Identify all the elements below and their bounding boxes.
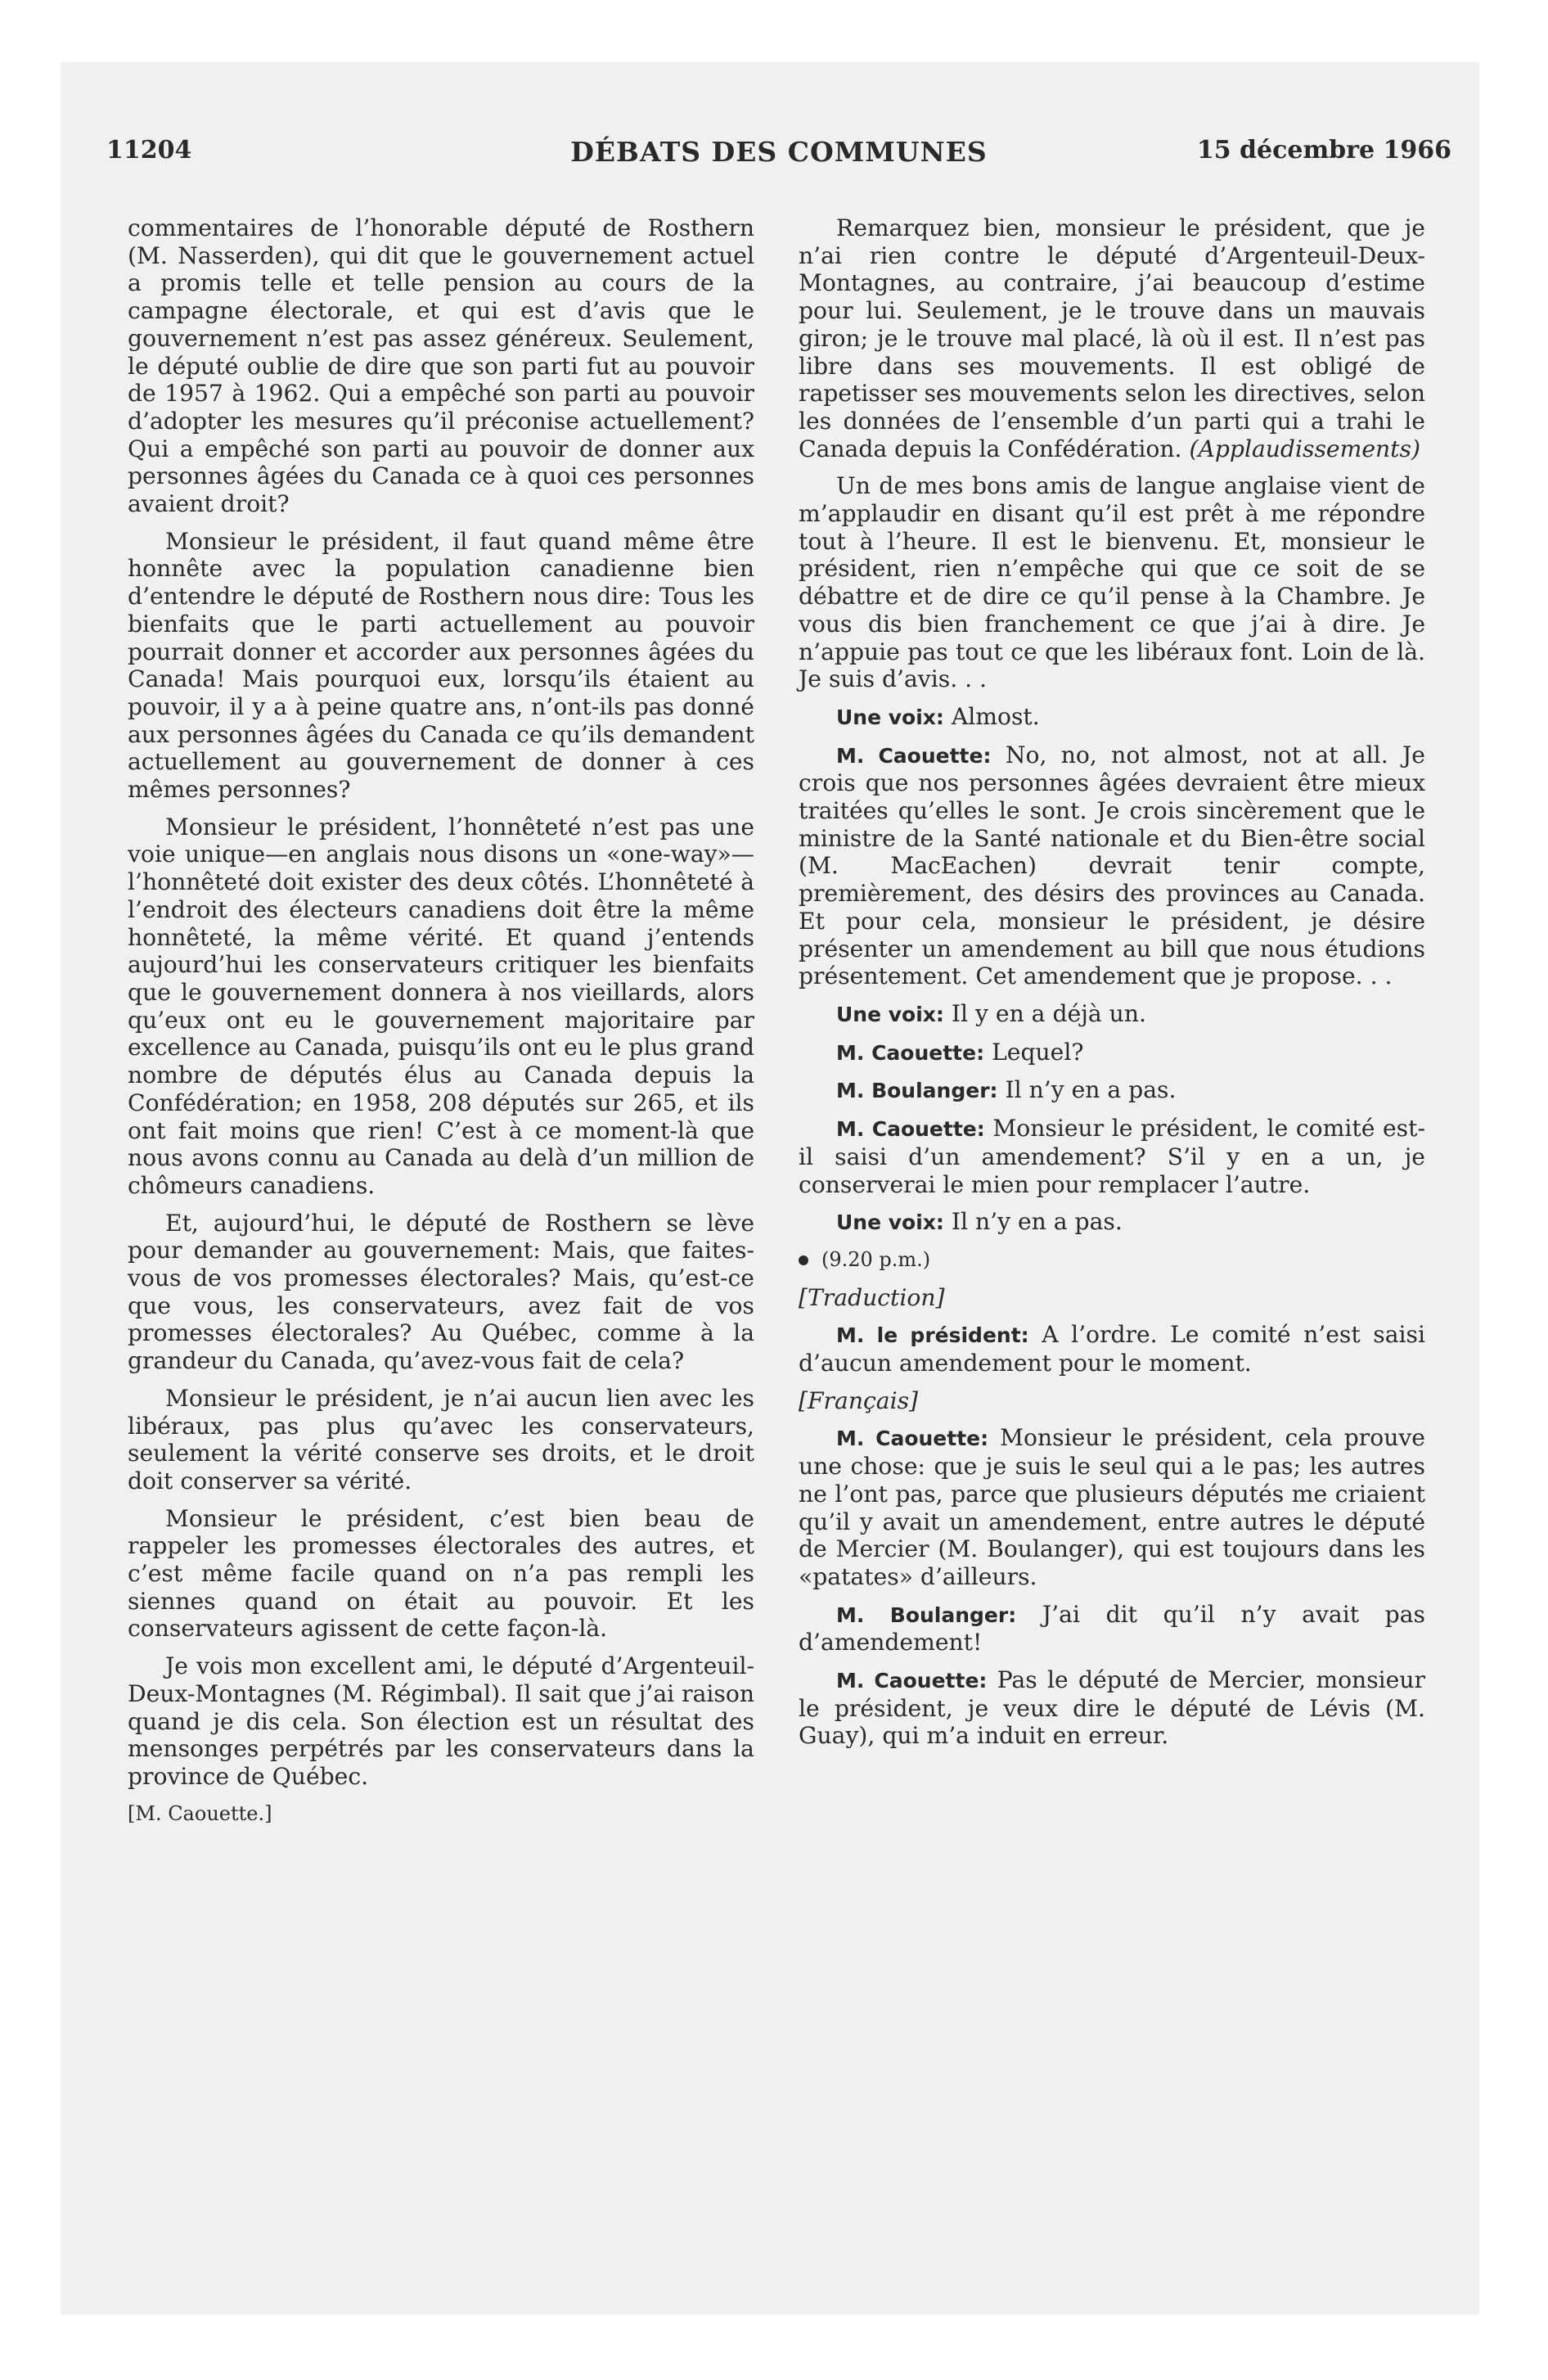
paragraph: Je vois mon excellent ami, le député d’Argenteuil-Deux-Montagnes (M. Régimbal). Il sait que j’ai raison quand je dis cela. Son élection est un résultat des mensonges perpétrés par les conservateurs dans la province de Québec.: [128, 1652, 754, 1790]
language-tag: [Traduction]: [799, 1283, 945, 1311]
speaker-name: Une voix:: [836, 1002, 944, 1026]
page-number: 11204: [106, 136, 192, 165]
paragraph: Monsieur le président, c’est bien beau de rappeler les promesses électorales des autres, et c’est même facile quand on n’a pas rempli les siennes quand on était au pouvoir. Et les conservateurs agissent de cette façon-là.: [128, 1504, 754, 1643]
speech: [799, 1115, 1425, 1198]
paragraph: Monsieur le président, je n’ai aucun lien avec les libéraux, pas plus qu’avec les conservateurs, seulement la vérité conserve ses droits, et le droit doit conserver sa vérité.: [128, 1384, 754, 1494]
page-date: 15 décembre 1966: [1196, 136, 1451, 165]
left-column: [128, 214, 754, 1837]
speech: [799, 1000, 1425, 1029]
speaker-name: M. Caouette:: [836, 743, 992, 768]
speech: [799, 1424, 1425, 1590]
speech: [799, 1208, 1425, 1237]
speech-text: J’ai dit qu’il n’y avait pas d’amendement!: [799, 1600, 1425, 1657]
language-tag: [Français]: [799, 1386, 919, 1414]
speech: [799, 703, 1425, 732]
page-header: [106, 136, 1451, 185]
applause-note: (Applaudissements): [1189, 435, 1420, 462]
speech-text: Almost.: [951, 702, 1040, 730]
speaker-name: M. Boulanger:: [836, 1602, 1017, 1627]
time-marker: [799, 1246, 1425, 1274]
time-text: (9.20 p.m.): [821, 1247, 931, 1271]
paragraph: [799, 214, 1425, 462]
speech-text: Pas le député de Mercier, monsieur le président, je veux dire le député de Lévis (M. Guay), qui m’a induit en erreur.: [799, 1666, 1425, 1750]
speaker-name: M. Caouette:: [836, 1040, 985, 1065]
speaker-name: M. Caouette:: [836, 1117, 985, 1142]
speech: [799, 1076, 1425, 1105]
page-title: DÉBATS DES COMMUNES: [570, 136, 988, 168]
speech-text: Il n’y en a pas.: [951, 1208, 1123, 1236]
speech-text: Monsieur le président, le comité est-il saisi d’un amendement? S’il y en a un, je conserverai le mien pour remplacer l’autre.: [799, 1115, 1425, 1198]
paragraph: Monsieur le président, il faut quand même être honnête avec la population canadienne bien d’entendre le député de Rosthern nous dire: Tous les bienfaits que le parti actuellement au pouvoir pourrait donner et accorder aux personnes âgées du Canada! Mais pourquoi eux, lorsqu’ils étaient au pouvoir, il y a à peine quatre ans, n’ont-ils pas donné aux personnes âgées du Canada ce qu’ils demandent actuellement au gouvernement de donner à ces mêmes personnes?: [128, 527, 754, 804]
speaker-name: M. Boulanger:: [836, 1079, 998, 1103]
paragraph: Un de mes bons amis de langue anglaise vient de m’applaudir en disant qu’il est prêt à me répondre tout à l’heure. Il est le bienvenu. Et, monsieur le président, rien n’empêche qui que ce soit de se débattre et de dire ce qu’il pense à la Chambre. Je vous dis bien franchement ce que j’ai à dire. Je n’appuie pas tout ce que les libéraux font. Loin de là. Je suis d’avis. . .: [799, 472, 1425, 693]
speaker-signature: [M. Caouette.]: [128, 1801, 272, 1825]
speech-text: Il y en a déjà un.: [951, 999, 1146, 1027]
speech-text: Monsieur le président, cela prouve une chose: que je suis le seul qui a le pas; les autres ne l’ont pas, parce que plusieurs députés me criaient qu’il y avait un amendement, entre autres le député de Mercier (M. Boulanger), qui est toujours dans les «patates» d’ailleurs.: [799, 1424, 1425, 1590]
speech: [799, 741, 1425, 990]
speech: [799, 1601, 1425, 1657]
right-column: [799, 214, 1425, 1760]
bullet-icon: [799, 1255, 808, 1265]
speech: [799, 1039, 1425, 1067]
paragraph-text: Remarquez bien, monsieur le président, que je n’ai rien contre le député d’Argenteuil-Deux-Montagnes, au contraire, j’ai beaucoup d’estime pour lui. Seulement, je le trouve dans un mauvais giron; je le trouve mal placé, là où il est. Il n’est pas libre dans ses mouvements. Il est obligé de rapetisser ses mouvements selon les directives, selon les données de l’ensemble d’un parti qui a trahi le Canada depuis la Confédération.: [799, 214, 1425, 462]
speech-text: A l’ordre. Le comité n’est saisi d’aucun amendement pour le moment.: [799, 1321, 1425, 1377]
paragraph: commentaires de l’honorable député de Rosthern (M. Nasserden), qui dit que le gouvernement actuel a promis telle et telle pension au cours de la campagne électorale, et qui est d’avis que le gouvernement n’est pas assez généreux. Seulement, le député oublie de dire que son parti fut au pouvoir de 1957 à 1962. Qui a empêché son parti au pouvoir d’adopter les mesures qu’il préconise actuellement? Qui a empêché son parti au pouvoir de donner aux personnes âgées du Canada ce à quoi ces personnes avaient droit?: [128, 214, 754, 518]
paragraph: Et, aujourd’hui, le député de Rosthern se lève pour demander au gouvernement: Mais, que faites-vous de vos promesses électorales? Mais, qu’est-ce que vous, les conservateurs, avez fait de vos promesses électorales? Au Québec, comme à la grandeur du Canada, qu’avez-vous fait de cela?: [128, 1209, 754, 1375]
speaker-name: Une voix:: [836, 1210, 944, 1235]
speaker-name: Une voix:: [836, 705, 944, 729]
speaker-name: M. le président:: [836, 1323, 1029, 1348]
paragraph: Monsieur le président, l’honnêteté n’est pas une voie unique—en anglais nous disons un «one-way»—l’honnêteté doit exister des deux côtés. L’honnêteté à l’endroit des électeurs canadiens doit être la même honnêteté, la même vérité. Et quand j’entends aujourd’hui les conservateurs critiquer les bienfaits que le gouvernement donnera à nos vieillards, alors qu’eux ont eu le gouvernement majoritaire par excellence au Canada, puisqu’ils ont eu le plus grand nombre de députés élus au Canada depuis la Confédération; en 1958, 208 députés sur 265, et ils ont fait moins que rien! C’est à ce moment-là que nous avons connu au Canada au delà d’un million de chômeurs canadiens.: [128, 813, 754, 1199]
speech-text: No, no, not almost, not at all. Je crois que nos personnes âgées devraient être mieux traitées qu’elles le sont. Je crois sincèrement que le ministre de la Santé nationale et du Bien-être social (M. MacEachen) devrait tenir compte, premièrement, des désirs des provinces au Canada. Et pour cela, monsieur le président, je désire présenter un amendement au bill que nous étudions présentement. Cet amendement que je propose. . .: [799, 741, 1425, 990]
speech-text: Il n’y en a pas.: [1005, 1076, 1177, 1104]
speech-text: Lequel?: [992, 1038, 1084, 1066]
speech: [799, 1666, 1425, 1750]
speech: [799, 1321, 1425, 1377]
speaker-name: M. Caouette:: [836, 1669, 988, 1693]
speaker-name: M. Caouette:: [836, 1427, 989, 1451]
